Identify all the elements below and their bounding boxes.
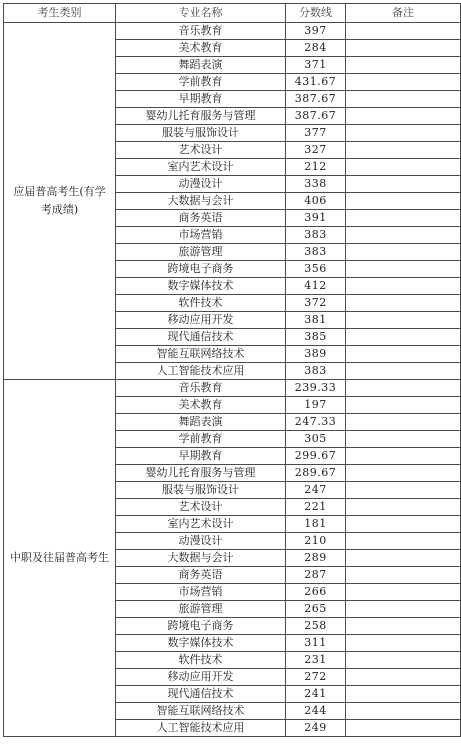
major-cell: 市场营销 [116, 584, 286, 601]
admission-score-table [3, 3, 461, 737]
score-cell: 289.67 [286, 465, 346, 482]
remark-cell [346, 669, 461, 686]
score-cell: 377 [286, 125, 346, 142]
score-cell: 383 [286, 363, 346, 380]
remark-cell [346, 91, 461, 108]
remark-cell [346, 227, 461, 244]
remark-cell [346, 108, 461, 125]
major-cell: 人工智能技术应用 [116, 720, 286, 737]
major-cell: 学前教育 [116, 431, 286, 448]
major-cell: 服装与服饰设计 [116, 125, 286, 142]
remark-cell [346, 380, 461, 397]
remark-cell [346, 703, 461, 720]
remark-cell [346, 363, 461, 380]
table-row [4, 23, 461, 40]
major-cell: 人工智能技术应用 [116, 363, 286, 380]
major-cell: 早期教育 [116, 448, 286, 465]
remark-cell [346, 431, 461, 448]
score-cell: 239.33 [286, 380, 346, 397]
score-cell: 265 [286, 601, 346, 618]
remark-cell [346, 601, 461, 618]
table-body [4, 23, 461, 737]
major-cell: 音乐教育 [116, 380, 286, 397]
score-cell: 231 [286, 652, 346, 669]
score-cell: 371 [286, 57, 346, 74]
major-cell: 舞蹈表演 [116, 414, 286, 431]
score-cell: 338 [286, 176, 346, 193]
remark-cell [346, 465, 461, 482]
remark-cell [346, 210, 461, 227]
score-cell: 247 [286, 482, 346, 499]
major-cell: 动漫设计 [116, 533, 286, 550]
remark-cell [346, 448, 461, 465]
score-cell: 266 [286, 584, 346, 601]
remark-cell [346, 23, 461, 40]
major-cell: 美术教育 [116, 397, 286, 414]
remark-cell [346, 295, 461, 312]
remark-cell [346, 261, 461, 278]
score-cell: 289 [286, 550, 346, 567]
score-cell: 258 [286, 618, 346, 635]
score-cell: 181 [286, 516, 346, 533]
score-cell: 397 [286, 23, 346, 40]
remark-cell [346, 176, 461, 193]
major-cell: 舞蹈表演 [116, 57, 286, 74]
score-cell: 431.67 [286, 74, 346, 91]
score-cell: 284 [286, 40, 346, 57]
header-category: 考生类别 [4, 4, 116, 23]
score-cell: 212 [286, 159, 346, 176]
score-cell: 327 [286, 142, 346, 159]
major-cell: 现代通信技术 [116, 329, 286, 346]
major-cell: 智能互联网络技术 [116, 703, 286, 720]
major-cell: 大数据与会计 [116, 193, 286, 210]
score-cell: 381 [286, 312, 346, 329]
major-cell: 室内艺术设计 [116, 516, 286, 533]
score-cell: 389 [286, 346, 346, 363]
score-cell: 249 [286, 720, 346, 737]
score-cell: 244 [286, 703, 346, 720]
header-major: 专业名称 [116, 4, 286, 23]
table-header-row [4, 4, 461, 23]
header-remark: 备注 [346, 4, 461, 23]
remark-cell [346, 584, 461, 601]
score-cell: 391 [286, 210, 346, 227]
table-row [4, 380, 461, 397]
remark-cell [346, 329, 461, 346]
score-cell: 383 [286, 244, 346, 261]
major-cell: 软件技术 [116, 652, 286, 669]
score-cell: 305 [286, 431, 346, 448]
major-cell: 艺术设计 [116, 142, 286, 159]
score-cell: 412 [286, 278, 346, 295]
major-cell: 动漫设计 [116, 176, 286, 193]
remark-cell [346, 142, 461, 159]
remark-cell [346, 550, 461, 567]
remark-cell [346, 720, 461, 737]
score-cell: 299.67 [286, 448, 346, 465]
remark-cell [346, 652, 461, 669]
major-cell: 美术教育 [116, 40, 286, 57]
remark-cell [346, 244, 461, 261]
major-cell: 商务英语 [116, 567, 286, 584]
score-cell: 385 [286, 329, 346, 346]
remark-cell [346, 516, 461, 533]
header-score: 分数线 [286, 4, 346, 23]
major-cell: 服装与服饰设计 [116, 482, 286, 499]
major-cell: 婴幼儿托育服务与管理 [116, 465, 286, 482]
remark-cell [346, 312, 461, 329]
score-cell: 356 [286, 261, 346, 278]
remark-cell [346, 686, 461, 703]
remark-cell [346, 159, 461, 176]
category-cell: 中职及往届普高考生 [4, 380, 116, 737]
remark-cell [346, 533, 461, 550]
major-cell: 旅游管理 [116, 244, 286, 261]
score-cell: 241 [286, 686, 346, 703]
remark-cell [346, 40, 461, 57]
remark-cell [346, 193, 461, 210]
major-cell: 旅游管理 [116, 601, 286, 618]
major-cell: 移动应用开发 [116, 312, 286, 329]
score-cell: 387.67 [286, 91, 346, 108]
major-cell: 软件技术 [116, 295, 286, 312]
major-cell: 音乐教育 [116, 23, 286, 40]
remark-cell [346, 567, 461, 584]
score-cell: 221 [286, 499, 346, 516]
score-cell: 272 [286, 669, 346, 686]
major-cell: 跨境电子商务 [116, 261, 286, 278]
major-cell: 市场营销 [116, 227, 286, 244]
remark-cell [346, 499, 461, 516]
remark-cell [346, 125, 461, 142]
major-cell: 艺术设计 [116, 499, 286, 516]
remark-cell [346, 635, 461, 652]
remark-cell [346, 74, 461, 91]
major-cell: 跨境电子商务 [116, 618, 286, 635]
score-cell: 247.33 [286, 414, 346, 431]
major-cell: 商务英语 [116, 210, 286, 227]
remark-cell [346, 618, 461, 635]
major-cell: 移动应用开发 [116, 669, 286, 686]
major-cell: 智能互联网络技术 [116, 346, 286, 363]
remark-cell [346, 414, 461, 431]
remark-cell [346, 278, 461, 295]
score-cell: 406 [286, 193, 346, 210]
major-cell: 大数据与会计 [116, 550, 286, 567]
category-cell: 应届普高考生(有学考成绩) [4, 23, 116, 380]
remark-cell [346, 482, 461, 499]
remark-cell [346, 346, 461, 363]
score-cell: 383 [286, 227, 346, 244]
score-cell: 311 [286, 635, 346, 652]
major-cell: 室内艺术设计 [116, 159, 286, 176]
remark-cell [346, 57, 461, 74]
major-cell: 数字媒体技术 [116, 635, 286, 652]
major-cell: 婴幼儿托育服务与管理 [116, 108, 286, 125]
score-cell: 197 [286, 397, 346, 414]
major-cell: 学前教育 [116, 74, 286, 91]
major-cell: 早期教育 [116, 91, 286, 108]
major-cell: 数字媒体技术 [116, 278, 286, 295]
score-cell: 372 [286, 295, 346, 312]
score-cell: 210 [286, 533, 346, 550]
major-cell: 现代通信技术 [116, 686, 286, 703]
score-cell: 287 [286, 567, 346, 584]
remark-cell [346, 397, 461, 414]
score-cell: 387.67 [286, 108, 346, 125]
